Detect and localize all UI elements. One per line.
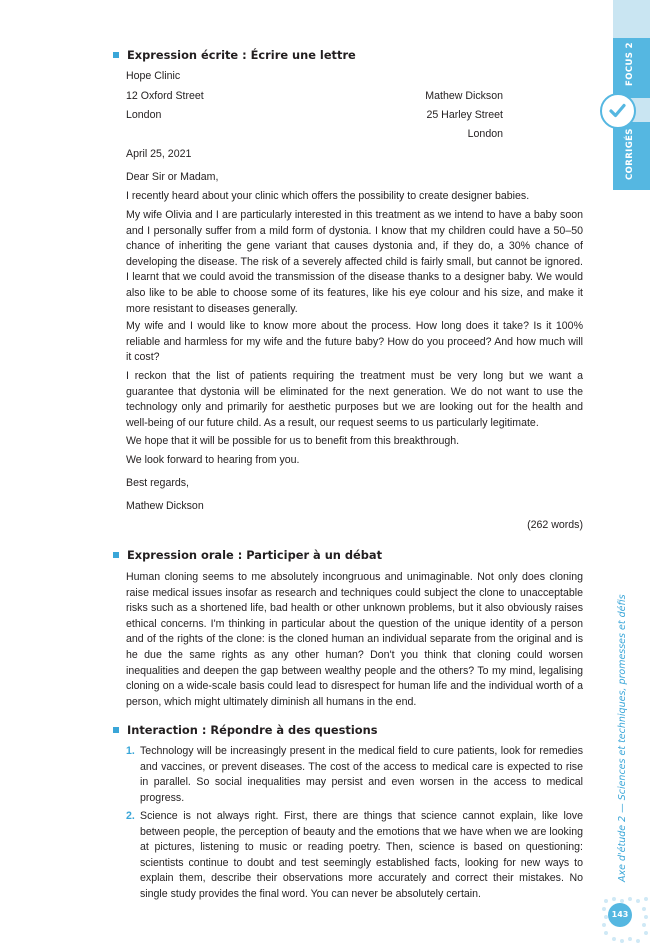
letter-paragraph: My wife Olivia and I are particularly interested in this treatment as we intend to have a baby soon and I personally suffer from a mild form of dystonia. I know that my children could have a 50–50 chance of inheriting the gene variant that causes dystonia and, if they do, a 30% chance of developing the disease. The risk of a severely affected child is fairly small, but cannot be ignored. I learnt that we could avoid the transmission of the disease thanks to a designer baby. We would also like to be able to choose some of its features, like his eye colour and his size, and make it more resistant to diseases generally. [126, 209, 583, 315]
sender-city: London [467, 128, 503, 140]
section-heading-written [113, 48, 356, 62]
bullet-square-icon [113, 52, 119, 58]
letter-paragraph: We hope that it will be possible for us to benefit from this breakthrough. [126, 435, 460, 447]
letter-paragraph: I recently heard about your clinic which offers the possibility to create designer babies. [126, 190, 530, 202]
focus-tab[interactable] [613, 38, 650, 98]
recipient-name: Hope Clinic [126, 70, 181, 82]
axis-study-label: Axe d'étude 2 — Sciences et techniques, promesses et défis [617, 594, 628, 882]
oral-paragraph: Human cloning seems to me absolutely incongruous and unimaginable. Not only does cloning raise medical issues insofar as research and techniques could subject the clone to unacceptable risks such as a shortened life, bad health or other unknown problems, but it also obviously raises ethical concerns. I'm thinking in particular about the question of the unique identity of a person and of the rights of the clone: is the cloned human an individual separate from the original and is he due the same rights as any other human? Don't you think that cloning could worsen inequalities and deepen the gap between wealthy people and the others? To my mind, legalising cloning on a wide-scale basis could lead to disrespect for human life and the individual worth of a person, which might ultimately diminish all humans in the end. [126, 571, 583, 708]
heading-text: Expression orale : Participer à un débat [127, 548, 383, 562]
section-heading-interaction [113, 723, 378, 737]
corriges-label: CORRIGÉS [625, 128, 635, 180]
answer-text: Science is not always right. First, there are things that science cannot explain, like love between people, the perception of beauty and the emotions that we have when we are looking at pictures, listening to music or reading poetry. Then, science is based on questioning: scientists continue to doubt and test seemingly established facts, looking for new ways to explain them, describe their observations more accurately and correct their mistakes. No single study provides the final word. You can never be absolutely certain. [140, 810, 583, 900]
letter-signature: Mathew Dickson [126, 500, 204, 512]
recipient-city: London [126, 109, 162, 121]
bullet-square-icon [113, 727, 119, 733]
letter-paragraph: We look forward to hearing from you. [126, 454, 300, 466]
letter-paragraph: My wife and I would like to know more about the process. How long does it take? Is it 100% reliable and harmless for my wife and the future baby? How do you proceed? And how much will it cost? [126, 320, 583, 364]
letter-salutation: Dear Sir or Madam, [126, 171, 219, 183]
corriges-tab[interactable] [613, 122, 650, 190]
section-heading-oral [113, 548, 382, 562]
sender-name: Mathew Dickson [425, 90, 503, 102]
answer-text: Technology will be increasingly present in the medical field to cure patients, look for remedies and vaccines, or prevent diseases. The cost of the access to medical care is expected to rise in parallel. So social inequalities may persist and even worsen in the access to medical progress. [140, 745, 583, 804]
answer-number: 1. [126, 745, 135, 757]
word-count: (262 words) [527, 519, 583, 531]
bullet-square-icon [113, 552, 119, 558]
checkmark-icon [609, 102, 626, 119]
heading-text: Expression écrite : Écrire une lettre [127, 48, 356, 62]
checkmark-badge [600, 93, 636, 129]
page-number: 143 [608, 903, 632, 927]
sender-street: 25 Harley Street [426, 109, 503, 121]
letter-paragraph: I reckon that the list of patients requiring the treatment must be very long but we want a guarantee that dystonia will be eliminated for the next generation. We do not want to use the technology only and primarily for aesthetic purposes but we are looking out for the health and well-being of our future child. As a result, our request seems to us particularly legitimate. [126, 370, 583, 429]
heading-text: Interaction : Répondre à des questions [127, 723, 378, 737]
recipient-street: 12 Oxford Street [126, 90, 204, 102]
focus-label: FOCUS 2 [625, 42, 635, 86]
answer-number: 2. [126, 810, 135, 822]
letter-date: April 25, 2021 [126, 148, 192, 160]
letter-closing: Best regards, [126, 477, 190, 489]
